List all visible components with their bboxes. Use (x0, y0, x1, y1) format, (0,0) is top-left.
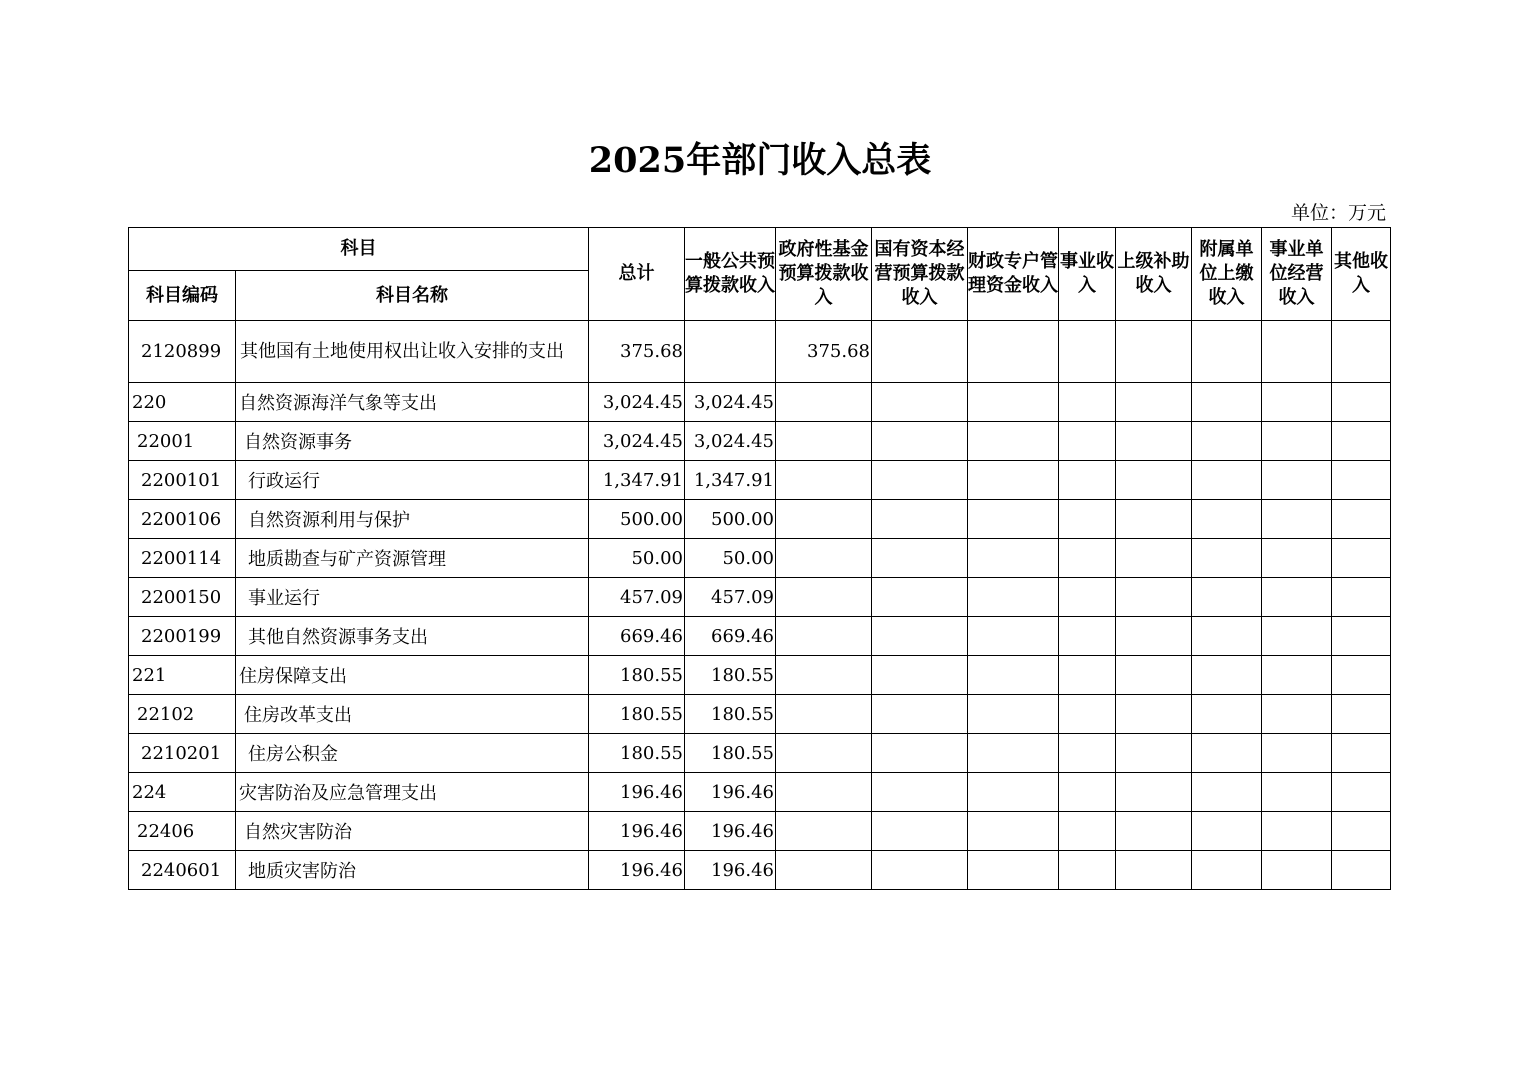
cell-affiliated (1192, 617, 1262, 656)
cell-gov-fund (776, 539, 872, 578)
cell-business-unit (1262, 321, 1332, 383)
cell-name: 住房保障支出 (236, 656, 589, 695)
cell-total: 196.46 (589, 773, 685, 812)
cell-total: 180.55 (589, 695, 685, 734)
cell-gov-fund: 375.68 (776, 321, 872, 383)
cell-other (1332, 461, 1391, 500)
cell-name: 其他国有土地使用权出让收入安排的支出 (236, 321, 589, 383)
cell-gov-fund (776, 500, 872, 539)
cell-business (1059, 734, 1116, 773)
cell-affiliated (1192, 578, 1262, 617)
cell-state-capital (872, 321, 968, 383)
table-row (129, 656, 1391, 695)
revenue-table (128, 227, 1391, 890)
cell-affiliated (1192, 321, 1262, 383)
cell-gov-fund (776, 734, 872, 773)
table-row (129, 812, 1391, 851)
cell-code: 2200114 (129, 539, 236, 578)
cell-total: 500.00 (589, 500, 685, 539)
table-row (129, 695, 1391, 734)
cell-name: 自然资源事务 (236, 422, 589, 461)
cell-business-unit (1262, 851, 1332, 890)
cell-general-budget: 196.46 (685, 812, 776, 851)
cell-special-fund (968, 734, 1059, 773)
cell-business (1059, 539, 1116, 578)
cell-superior-subsidy (1116, 461, 1192, 500)
cell-code: 2210201 (129, 734, 236, 773)
cell-affiliated (1192, 539, 1262, 578)
cell-superior-subsidy (1116, 773, 1192, 812)
cell-superior-subsidy (1116, 734, 1192, 773)
cell-gov-fund (776, 851, 872, 890)
cell-state-capital (872, 500, 968, 539)
cell-affiliated (1192, 695, 1262, 734)
cell-special-fund (968, 321, 1059, 383)
cell-state-capital (872, 617, 968, 656)
cell-other (1332, 812, 1391, 851)
cell-general-budget: 3,024.45 (685, 422, 776, 461)
cell-business (1059, 321, 1116, 383)
cell-gov-fund (776, 461, 872, 500)
cell-special-fund (968, 422, 1059, 461)
unit-label: 单位：万元 (1290, 202, 1386, 224)
header-general-budget: 一般公共预算拨款收入 (685, 228, 776, 321)
cell-other (1332, 539, 1391, 578)
cell-business-unit (1262, 617, 1332, 656)
cell-other (1332, 656, 1391, 695)
cell-name: 住房改革支出 (236, 695, 589, 734)
cell-general-budget: 196.46 (685, 851, 776, 890)
cell-code: 2120899 (129, 321, 236, 383)
cell-special-fund (968, 812, 1059, 851)
cell-other (1332, 500, 1391, 539)
cell-special-fund (968, 500, 1059, 539)
cell-other (1332, 695, 1391, 734)
cell-business (1059, 617, 1116, 656)
cell-other (1332, 321, 1391, 383)
table-row (129, 500, 1391, 539)
cell-other (1332, 578, 1391, 617)
cell-code: 2200106 (129, 500, 236, 539)
cell-special-fund (968, 461, 1059, 500)
cell-name: 住房公积金 (236, 734, 589, 773)
cell-affiliated (1192, 656, 1262, 695)
cell-special-fund (968, 578, 1059, 617)
cell-affiliated (1192, 500, 1262, 539)
cell-business-unit (1262, 578, 1332, 617)
cell-other (1332, 734, 1391, 773)
cell-name: 其他自然资源事务支出 (236, 617, 589, 656)
cell-business (1059, 851, 1116, 890)
cell-business (1059, 422, 1116, 461)
cell-business-unit (1262, 656, 1332, 695)
cell-gov-fund (776, 422, 872, 461)
cell-total: 3,024.45 (589, 422, 685, 461)
cell-special-fund (968, 773, 1059, 812)
header-subject: 科目 (129, 228, 589, 271)
cell-total: 180.55 (589, 656, 685, 695)
cell-business-unit (1262, 539, 1332, 578)
cell-gov-fund (776, 695, 872, 734)
header-state-capital: 国有资本经营预算拨款收入 (872, 228, 968, 321)
cell-general-budget: 180.55 (685, 656, 776, 695)
cell-superior-subsidy (1116, 656, 1192, 695)
cell-code: 22406 (129, 812, 236, 851)
cell-gov-fund (776, 578, 872, 617)
table-row (129, 578, 1391, 617)
cell-other (1332, 383, 1391, 422)
header-total: 总计 (589, 228, 685, 321)
cell-state-capital (872, 539, 968, 578)
table-body (129, 321, 1391, 890)
cell-affiliated (1192, 422, 1262, 461)
cell-superior-subsidy (1116, 422, 1192, 461)
cell-special-fund (968, 851, 1059, 890)
page-title: 2025年部门收入总表 (588, 140, 932, 181)
cell-superior-subsidy (1116, 500, 1192, 539)
cell-business-unit (1262, 461, 1332, 500)
cell-total: 669.46 (589, 617, 685, 656)
cell-business-unit (1262, 812, 1332, 851)
cell-general-budget: 669.46 (685, 617, 776, 656)
cell-special-fund (968, 617, 1059, 656)
cell-general-budget (685, 321, 776, 383)
cell-affiliated (1192, 773, 1262, 812)
cell-superior-subsidy (1116, 695, 1192, 734)
cell-general-budget: 50.00 (685, 539, 776, 578)
cell-state-capital (872, 695, 968, 734)
cell-special-fund (968, 383, 1059, 422)
table-row (129, 321, 1391, 383)
table-row (129, 383, 1391, 422)
cell-gov-fund (776, 656, 872, 695)
cell-affiliated (1192, 812, 1262, 851)
cell-general-budget: 180.55 (685, 695, 776, 734)
cell-state-capital (872, 734, 968, 773)
cell-special-fund (968, 539, 1059, 578)
cell-code: 220 (129, 383, 236, 422)
cell-special-fund (968, 656, 1059, 695)
cell-gov-fund (776, 773, 872, 812)
cell-code: 224 (129, 773, 236, 812)
cell-business-unit (1262, 500, 1332, 539)
cell-code: 22001 (129, 422, 236, 461)
cell-business-unit (1262, 734, 1332, 773)
cell-affiliated (1192, 734, 1262, 773)
cell-superior-subsidy (1116, 812, 1192, 851)
cell-state-capital (872, 773, 968, 812)
cell-general-budget: 457.09 (685, 578, 776, 617)
cell-code: 2200101 (129, 461, 236, 500)
header-other: 其他收入 (1332, 228, 1391, 321)
table-row (129, 539, 1391, 578)
cell-affiliated (1192, 851, 1262, 890)
header-business-unit: 事业单位经营收入 (1262, 228, 1332, 321)
header-code: 科目编码 (129, 271, 236, 321)
cell-business-unit (1262, 695, 1332, 734)
header-name: 科目名称 (236, 271, 589, 321)
cell-affiliated (1192, 383, 1262, 422)
cell-name: 灾害防治及应急管理支出 (236, 773, 589, 812)
cell-other (1332, 851, 1391, 890)
cell-state-capital (872, 578, 968, 617)
cell-general-budget: 1,347.91 (685, 461, 776, 500)
cell-business (1059, 461, 1116, 500)
table-row (129, 617, 1391, 656)
cell-state-capital (872, 383, 968, 422)
cell-business-unit (1262, 422, 1332, 461)
cell-name: 自然灾害防治 (236, 812, 589, 851)
cell-state-capital (872, 422, 968, 461)
table-row (129, 422, 1391, 461)
cell-name: 自然资源海洋气象等支出 (236, 383, 589, 422)
table-row (129, 461, 1391, 500)
cell-business (1059, 773, 1116, 812)
cell-name: 地质灾害防治 (236, 851, 589, 890)
table-row (129, 773, 1391, 812)
table-row (129, 851, 1391, 890)
cell-superior-subsidy (1116, 539, 1192, 578)
cell-code: 2200199 (129, 617, 236, 656)
cell-business-unit (1262, 773, 1332, 812)
cell-business (1059, 383, 1116, 422)
cell-affiliated (1192, 461, 1262, 500)
cell-business-unit (1262, 383, 1332, 422)
cell-code: 221 (129, 656, 236, 695)
cell-name: 行政运行 (236, 461, 589, 500)
cell-total: 375.68 (589, 321, 685, 383)
cell-name: 地质勘查与矿产资源管理 (236, 539, 589, 578)
table-row (129, 734, 1391, 773)
cell-state-capital (872, 461, 968, 500)
cell-total: 1,347.91 (589, 461, 685, 500)
cell-other (1332, 773, 1391, 812)
cell-general-budget: 3,024.45 (685, 383, 776, 422)
cell-state-capital (872, 851, 968, 890)
cell-code: 22102 (129, 695, 236, 734)
cell-business (1059, 500, 1116, 539)
cell-total: 196.46 (589, 812, 685, 851)
header-special-fund: 财政专户管理资金收入 (968, 228, 1059, 321)
cell-other (1332, 422, 1391, 461)
cell-business (1059, 812, 1116, 851)
cell-superior-subsidy (1116, 851, 1192, 890)
cell-total: 3,024.45 (589, 383, 685, 422)
cell-superior-subsidy (1116, 383, 1192, 422)
cell-name: 自然资源利用与保护 (236, 500, 589, 539)
header-superior-subsidy: 上级补助收入 (1116, 228, 1192, 321)
cell-general-budget: 196.46 (685, 773, 776, 812)
cell-business (1059, 578, 1116, 617)
cell-code: 2200150 (129, 578, 236, 617)
cell-special-fund (968, 695, 1059, 734)
header-gov-fund: 政府性基金预算拨款收入 (776, 228, 872, 321)
cell-total: 180.55 (589, 734, 685, 773)
cell-superior-subsidy (1116, 321, 1192, 383)
cell-business (1059, 656, 1116, 695)
cell-business (1059, 695, 1116, 734)
cell-superior-subsidy (1116, 617, 1192, 656)
cell-gov-fund (776, 617, 872, 656)
header-business: 事业收入 (1059, 228, 1116, 321)
cell-other (1332, 617, 1391, 656)
cell-code: 2240601 (129, 851, 236, 890)
cell-general-budget: 500.00 (685, 500, 776, 539)
cell-name: 事业运行 (236, 578, 589, 617)
cell-state-capital (872, 812, 968, 851)
cell-state-capital (872, 656, 968, 695)
cell-total: 457.09 (589, 578, 685, 617)
cell-total: 50.00 (589, 539, 685, 578)
cell-superior-subsidy (1116, 578, 1192, 617)
cell-general-budget: 180.55 (685, 734, 776, 773)
cell-total: 196.46 (589, 851, 685, 890)
cell-gov-fund (776, 812, 872, 851)
cell-gov-fund (776, 383, 872, 422)
header-affiliated: 附属单位上缴收入 (1192, 228, 1262, 321)
